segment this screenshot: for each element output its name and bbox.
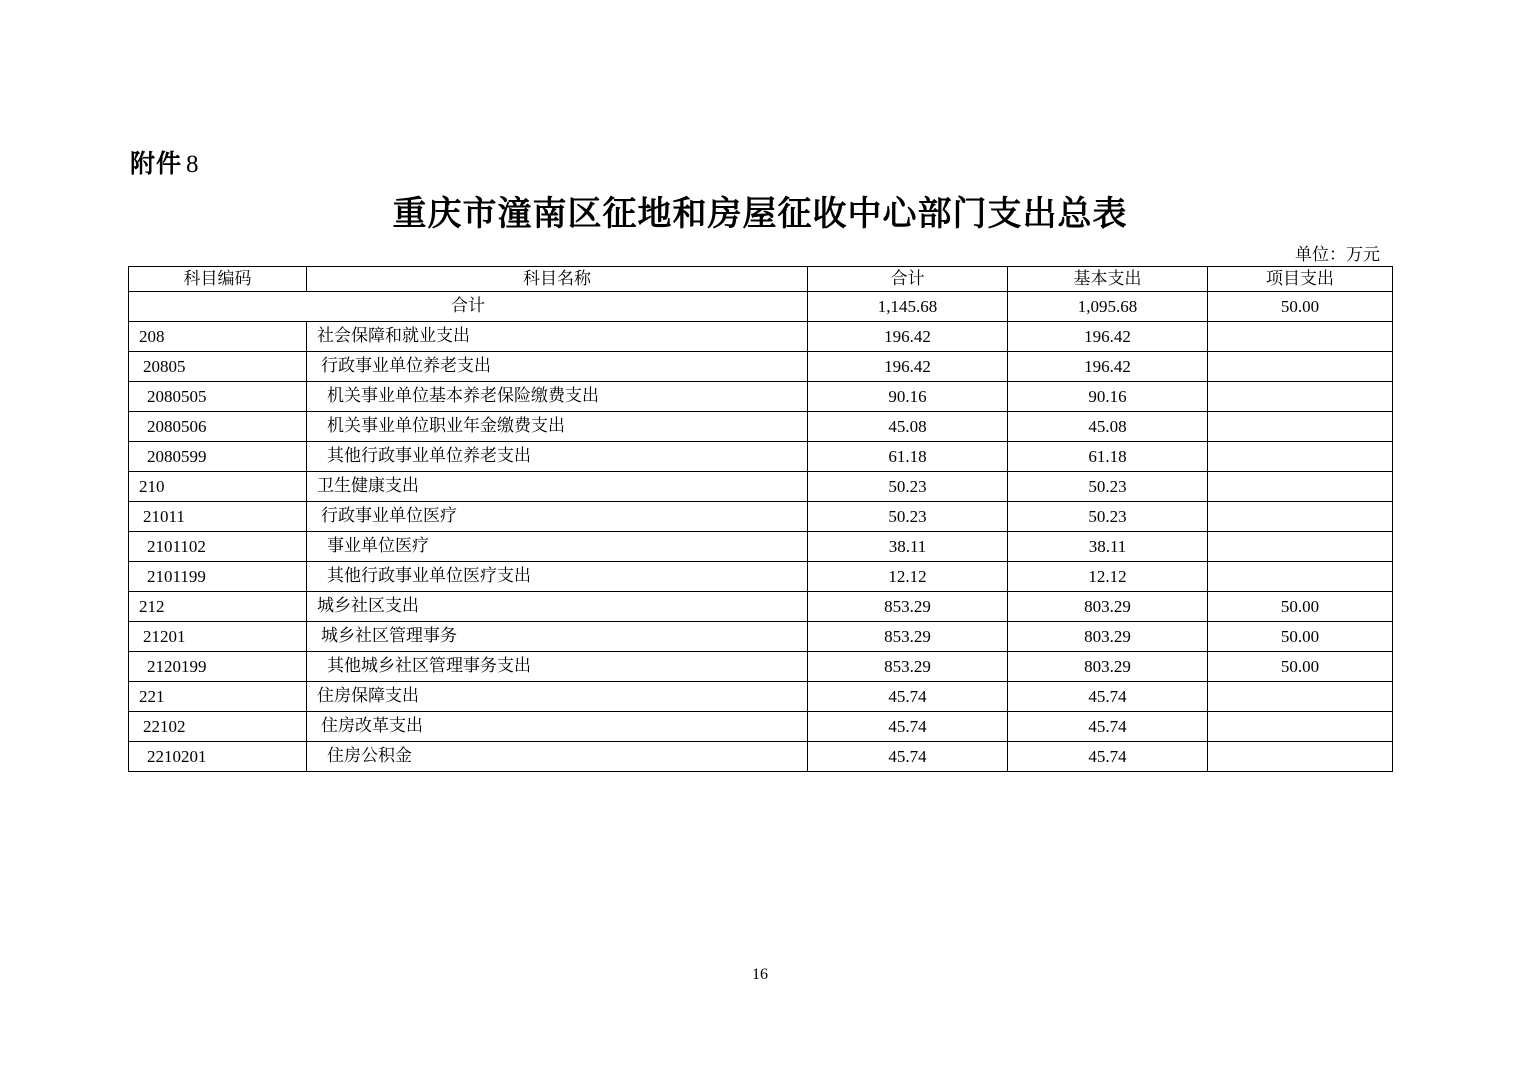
table-row (129, 412, 1393, 442)
row-basic: 90.16 (1008, 382, 1208, 412)
row-basic: 50.23 (1008, 502, 1208, 532)
row-project: 50.00 (1208, 652, 1393, 682)
summary-row (129, 292, 1393, 322)
row-name: 其他城乡社区管理事务支出 (307, 652, 808, 682)
row-basic: 196.42 (1008, 322, 1208, 352)
row-total: 45.08 (808, 412, 1008, 442)
row-code: 21201 (129, 622, 307, 652)
summary-total: 1,145.68 (808, 292, 1008, 322)
row-basic: 50.23 (1008, 472, 1208, 502)
row-project (1208, 712, 1393, 742)
attachment-label (130, 144, 200, 180)
row-project: 50.00 (1208, 622, 1393, 652)
row-basic: 45.74 (1008, 742, 1208, 772)
attachment-text: 附件 (130, 149, 183, 178)
table-row (129, 532, 1393, 562)
table-row (129, 502, 1393, 532)
unit-label: 单位：万元 (1295, 245, 1380, 265)
row-code: 22102 (129, 712, 307, 742)
row-project (1208, 442, 1393, 472)
row-code: 2080506 (129, 412, 307, 442)
row-project (1208, 352, 1393, 382)
row-basic: 61.18 (1008, 442, 1208, 472)
row-name: 行政事业单位养老支出 (307, 352, 808, 382)
attachment-number: 8 (186, 151, 200, 178)
row-total: 61.18 (808, 442, 1008, 472)
row-total: 45.74 (808, 682, 1008, 712)
row-total: 853.29 (808, 622, 1008, 652)
row-total: 50.23 (808, 502, 1008, 532)
table-row (129, 322, 1393, 352)
expenditure-table (128, 266, 1393, 772)
table-header-row (129, 267, 1393, 292)
row-project (1208, 502, 1393, 532)
row-code: 221 (129, 682, 307, 712)
table-row (129, 652, 1393, 682)
row-name: 事业单位医疗 (307, 532, 808, 562)
row-total: 90.16 (808, 382, 1008, 412)
row-basic: 803.29 (1008, 592, 1208, 622)
summary-basic: 1,095.68 (1008, 292, 1208, 322)
row-project (1208, 682, 1393, 712)
header-total: 合计 (808, 267, 1008, 292)
row-name: 住房公积金 (307, 742, 808, 772)
header-project: 项目支出 (1208, 267, 1393, 292)
row-total: 45.74 (808, 742, 1008, 772)
row-name: 社会保障和就业支出 (307, 322, 808, 352)
page-number: 16 (752, 966, 768, 983)
row-code: 21011 (129, 502, 307, 532)
row-basic: 45.08 (1008, 412, 1208, 442)
row-name: 住房改革支出 (307, 712, 808, 742)
header-code: 科目编码 (129, 267, 307, 292)
header-name: 科目名称 (307, 267, 808, 292)
page-title: 重庆市潼南区征地和房屋征收中心部门支出总表 (392, 194, 1128, 234)
table-row (129, 682, 1393, 712)
table-row (129, 472, 1393, 502)
table-row (129, 352, 1393, 382)
row-total: 38.11 (808, 532, 1008, 562)
table-row (129, 382, 1393, 412)
row-name: 住房保障支出 (307, 682, 808, 712)
row-name: 行政事业单位医疗 (307, 502, 808, 532)
row-name: 机关事业单位职业年金缴费支出 (307, 412, 808, 442)
row-name: 卫生健康支出 (307, 472, 808, 502)
table-row (129, 622, 1393, 652)
summary-project: 50.00 (1208, 292, 1393, 322)
row-basic: 803.29 (1008, 622, 1208, 652)
row-code: 2120199 (129, 652, 307, 682)
row-total: 196.42 (808, 352, 1008, 382)
header-basic: 基本支出 (1008, 267, 1208, 292)
row-name: 其他行政事业单位养老支出 (307, 442, 808, 472)
table-row (129, 712, 1393, 742)
row-code: 2101199 (129, 562, 307, 592)
row-total: 50.23 (808, 472, 1008, 502)
row-code: 208 (129, 322, 307, 352)
row-basic: 803.29 (1008, 652, 1208, 682)
row-total: 853.29 (808, 592, 1008, 622)
row-total: 196.42 (808, 322, 1008, 352)
row-name: 城乡社区支出 (307, 592, 808, 622)
row-basic: 45.74 (1008, 682, 1208, 712)
row-basic: 196.42 (1008, 352, 1208, 382)
row-project: 50.00 (1208, 592, 1393, 622)
row-project (1208, 322, 1393, 352)
table-row (129, 442, 1393, 472)
row-project (1208, 562, 1393, 592)
row-code: 2210201 (129, 742, 307, 772)
row-project (1208, 532, 1393, 562)
row-total: 45.74 (808, 712, 1008, 742)
row-code: 2080599 (129, 442, 307, 472)
table-row (129, 592, 1393, 622)
row-code: 2101102 (129, 532, 307, 562)
row-total: 12.12 (808, 562, 1008, 592)
row-total: 853.29 (808, 652, 1008, 682)
table-row (129, 742, 1393, 772)
row-project (1208, 742, 1393, 772)
row-project (1208, 382, 1393, 412)
table-row (129, 562, 1393, 592)
summary-label: 合计 (129, 292, 808, 322)
row-code: 20805 (129, 352, 307, 382)
row-basic: 38.11 (1008, 532, 1208, 562)
row-code: 210 (129, 472, 307, 502)
row-name: 其他行政事业单位医疗支出 (307, 562, 808, 592)
row-basic: 12.12 (1008, 562, 1208, 592)
row-code: 2080505 (129, 382, 307, 412)
row-project (1208, 412, 1393, 442)
row-name: 机关事业单位基本养老保险缴费支出 (307, 382, 808, 412)
row-code: 212 (129, 592, 307, 622)
row-name: 城乡社区管理事务 (307, 622, 808, 652)
row-basic: 45.74 (1008, 712, 1208, 742)
row-project (1208, 472, 1393, 502)
